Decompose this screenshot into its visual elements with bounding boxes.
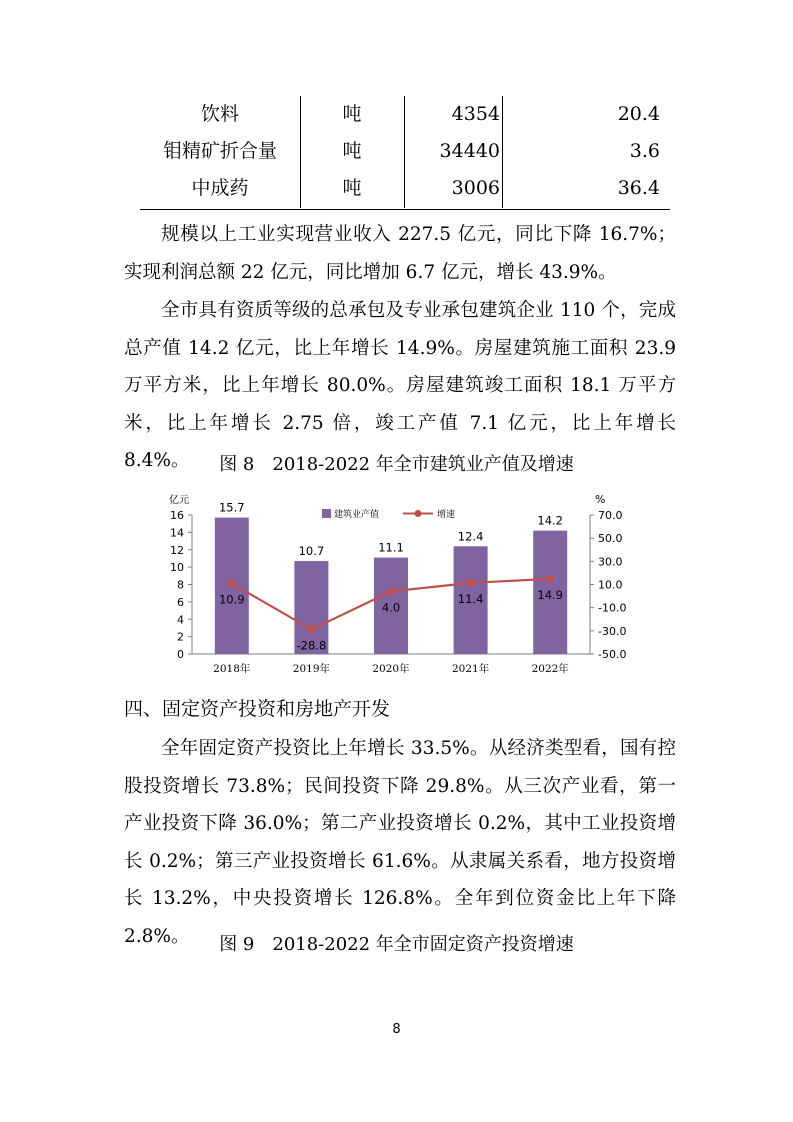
page-number: 8: [392, 1022, 401, 1037]
bar-value-label: 15.7: [218, 500, 245, 515]
product-growth: 3.6: [629, 140, 660, 162]
growth-point: [307, 625, 315, 633]
product-growth: 20.4: [617, 103, 660, 125]
y-tick-label: 16: [170, 509, 184, 522]
table-row: [140, 96, 670, 133]
construction-output-chart: [150, 488, 640, 680]
growth-value-label: 11.4: [457, 591, 484, 606]
construction-paragraph: 全市具有资质等级的总承包及专业承包建筑企业 110 个，完成总产值 14.2 亿元，比上年增长 14.9%。房屋建筑施工面积 23.9 万平方米，比上年增长 80.0%。房屋建筑竣工面积 18.1 万平方米，比上年增长 2.75 倍，竣工产值 7.1 亿元，比上年增长 8.4%。: [124, 300, 676, 471]
growth-point: [546, 575, 554, 583]
y2-tick-label: 50.0: [598, 532, 623, 546]
industry-revenue-paragraph: 规模以上工业实现营业收入 227.5 亿元，同比下降 16.7%；实现利润总额 22 亿元，同比增加 6.7 亿元，增长 43.9%。: [124, 224, 676, 283]
product-unit: 吨: [342, 177, 362, 199]
x-tick-label: 2019年: [292, 663, 331, 675]
investment-paragraph: 全年固定资产投资比上年增长 33.5%。从经济类型看，国有控股投资增长 73.8%；民间投资下降 29.8%。从三次产业看，第一产业投资下降 36.0%；第二产业投资增长 0.2%，其中工业投资增长 0.2%；第三产业投资增长 61.6%。从隶属关系看，地方投资增长 13.2%，中央投资增长 126.8%。全年到位资金比上年下降 2.8%。: [124, 738, 676, 947]
growth-point: [387, 587, 395, 595]
product-output: 4354: [451, 103, 500, 125]
product-output-table: [140, 96, 670, 210]
bar-value-label: 11.1: [378, 540, 404, 555]
growth-value-label: 10.9: [218, 592, 245, 607]
product-unit: 吨: [342, 103, 362, 125]
y-tick-label: 0: [177, 648, 184, 661]
growth-value-label: -28.8: [296, 638, 327, 653]
bar-value-label: 10.7: [298, 544, 325, 559]
y-tick-label: 10: [170, 561, 184, 575]
y-tick-label: 14: [170, 526, 184, 540]
product-unit: 吨: [342, 140, 362, 162]
y-tick-label: 8: [177, 578, 184, 592]
product-name: 中成药: [191, 177, 249, 199]
legend-line-marker: [415, 510, 422, 517]
y-tick-label: 6: [177, 595, 184, 609]
bar-value-label: 14.2: [537, 513, 564, 528]
x-tick-label: 2021年: [451, 663, 490, 675]
growth-point: [228, 579, 236, 587]
legend-bar-label: 建筑业产值: [334, 510, 380, 520]
y-tick-label: 12: [170, 543, 184, 557]
y2-tick-label: -10.0: [598, 601, 627, 615]
y-tick-label: 2: [177, 630, 184, 644]
table-row: [140, 133, 670, 170]
product-name: 饮料: [200, 103, 239, 125]
y2-tick-label: 70.0: [598, 509, 623, 522]
y-tick-label: 4: [177, 613, 184, 627]
x-tick-label: 2020年: [372, 663, 410, 675]
section-heading: 四、固定资产投资和房地产开发: [124, 698, 391, 720]
y2-tick-label: 10.0: [598, 578, 623, 592]
figure-8-title: 图 8 2018-2022 年全市建筑业产值及增速: [219, 454, 574, 475]
y2-axis-title: %: [595, 493, 606, 506]
growth-value-label: 4.0: [381, 600, 401, 615]
y2-tick-label: -30.0: [598, 624, 627, 638]
growth-value-label: 14.9: [537, 587, 564, 602]
y2-tick-label: 30.0: [598, 555, 623, 569]
bar-value-label: 12.4: [457, 529, 484, 544]
chart-bars: [215, 518, 567, 654]
growth-point: [467, 579, 475, 587]
table-row: [140, 170, 670, 207]
product-growth: 36.4: [617, 177, 660, 199]
product-name: 钼精矿折合量: [162, 140, 277, 162]
chart-legend: [322, 508, 455, 520]
product-output: 3006: [451, 177, 500, 199]
figure-9-title: 图 9 2018-2022 年全市固定资产投资增速: [219, 934, 574, 955]
x-tick-label: 2018年: [213, 663, 251, 675]
y-axis-title: 亿元: [169, 495, 189, 506]
legend-bar-swatch: [322, 509, 331, 518]
legend-line-label: 增速: [437, 510, 456, 520]
product-output: 34440: [439, 140, 500, 162]
x-tick-label: 2022年: [531, 663, 569, 675]
y2-tick-label: -50.0: [598, 648, 627, 661]
